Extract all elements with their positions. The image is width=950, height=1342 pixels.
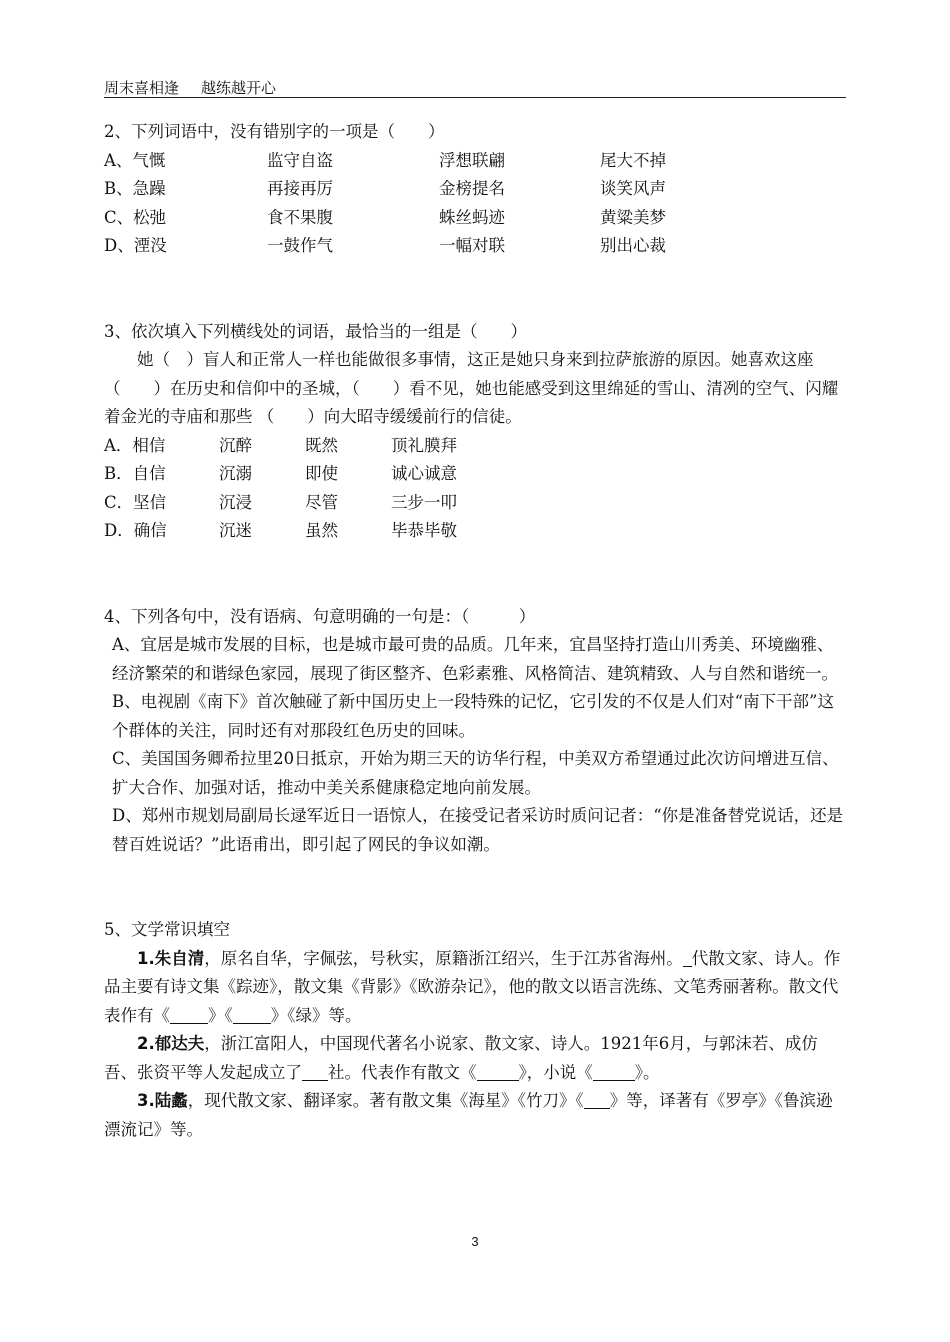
- question-4-option-b: B、电视剧《南下》首次触碰了新中国历史上一段特殊的记忆，它引发的不仅是人们对“南下干部”这个群体的关注，同时还有对那段红色历史的回味。: [112, 692, 834, 740]
- question-2: [104, 118, 848, 261]
- question-3-option-b: [104, 460, 848, 489]
- author-name: 1.朱自清: [137, 948, 205, 968]
- header-right-text: 越练越开心: [201, 79, 277, 97]
- page-content: [104, 118, 848, 1144]
- option-cell: 沉迷: [219, 521, 252, 540]
- question-2-option-d: [104, 232, 848, 261]
- fill-blank[interactable]: [683, 948, 692, 967]
- spacer: [104, 546, 848, 603]
- question-2-option-b: [104, 175, 848, 204]
- text-run: 》等，译著有《罗亭》《鲁滨逊漂流记》等。: [104, 1091, 833, 1139]
- text-run: ，原名自华，字佩弦，号秋实，原籍浙江绍兴，生于江苏省海州。: [204, 948, 683, 968]
- page-header: [104, 77, 846, 98]
- text-run: 代散文家、诗人。作品主要有诗文集《踪迹》，散文集《背影》《欧游杂记》，他的散文以语言洗练、文笔秀丽著称。散文代表作有《: [104, 948, 841, 1025]
- option-cell: 沉溺: [219, 464, 252, 483]
- question-4-option-a: A、宜居是城市发展的目标，也是城市最可贵的品质。几年来，宜昌坚持打造山川秀美、环境幽雅、经济繁荣的和谐绿色家园，展现了街区整齐、色彩素雅、风格简洁、建筑精致、人与自然和谐统一。: [112, 635, 838, 683]
- question-4-stem: 4、下列各句中，没有语病、句意明确的一句是：（ ）: [104, 606, 536, 626]
- fill-blank[interactable]: [170, 1005, 208, 1024]
- question-3-stem: 3、依次填入下列横线处的词语，最恰当的一组是（ ）: [104, 321, 527, 341]
- option-cell: 谈笑风声: [600, 179, 666, 198]
- question-3: [104, 318, 848, 546]
- option-cell: 沉醉: [219, 435, 252, 455]
- option-cell: 监守自盗: [267, 150, 333, 170]
- option-cell: 浮想联翩: [439, 150, 505, 170]
- text-run: 》。: [634, 1062, 660, 1082]
- literature-item-3: [104, 1087, 848, 1144]
- text-run: 》《绿》等。: [270, 1005, 362, 1025]
- fill-blank[interactable]: [233, 1005, 271, 1024]
- fill-blank[interactable]: [477, 1062, 519, 1081]
- question-3-option-c: [104, 489, 848, 518]
- header-left-text: 周末喜相逢: [104, 79, 180, 97]
- option-cell: 三步一叩: [391, 492, 457, 512]
- fill-blank[interactable]: [593, 1062, 635, 1081]
- question-2-option-a: [104, 147, 848, 176]
- text-run: ，现代散文家、翻译家。著有散文集《海星》《竹刀》《: [187, 1091, 584, 1110]
- option-cell: D、湮没: [104, 236, 167, 255]
- fill-blank[interactable]: [302, 1062, 328, 1081]
- question-3-passage: 她（ ）盲人和正常人一样也能做很多事情，这正是她只身来到拉萨旅游的原因。她喜欢这座（ ）在历史和信仰中的圣城，（ ）看不见，她也能感受到这里绵延的雪山、清冽的空气、闪耀着金光的寺庙和那些 （ ）向大昭寺缓缓前行的信徒。: [104, 350, 839, 426]
- option-cell: 金榜提名: [439, 179, 505, 198]
- option-cell: A．相信: [104, 435, 166, 455]
- option-cell: 食不果腹: [267, 207, 333, 227]
- option-cell: B．自信: [104, 464, 166, 483]
- option-cell: 既然: [305, 435, 338, 455]
- question-2-option-c: [104, 204, 848, 233]
- text-run: 》，小说《: [518, 1062, 593, 1082]
- option-cell: 毕恭毕敬: [391, 521, 457, 540]
- question-2-stem: 2、下列词语中，没有错别字的一项是（ ）: [104, 122, 445, 141]
- question-4-option-d: D、郑州市规划局副局长逯军近日一语惊人，在接受记者采访时质问记者：“你是准备替党说话，还是替百姓说话？”此语甫出，即引起了网民的争议如潮。: [112, 806, 844, 854]
- question-3-option-d: [104, 517, 848, 546]
- question-5-stem: 5、文学常识填空: [104, 920, 230, 939]
- option-cell: 顶礼膜拜: [391, 435, 457, 455]
- spacer: [104, 859, 848, 916]
- option-cell: 别出心裁: [600, 236, 666, 255]
- option-cell: C、松弛: [104, 207, 167, 227]
- fill-blank[interactable]: [584, 1090, 610, 1109]
- option-cell: 尽管: [305, 492, 338, 512]
- option-cell: 沉浸: [219, 492, 252, 512]
- author-name: 2.郁达夫: [137, 1034, 205, 1053]
- option-cell: C．坚信: [104, 492, 167, 512]
- option-cell: A、气慨: [104, 150, 166, 170]
- option-cell: 黄粱美梦: [600, 207, 666, 227]
- option-cell: 一幅对联: [439, 236, 505, 255]
- option-cell: 再接再厉: [267, 179, 333, 198]
- spacer: [104, 261, 848, 318]
- literature-item-2: [104, 1030, 848, 1087]
- text-run: 》《: [208, 1005, 233, 1025]
- option-cell: B、急躁: [104, 179, 166, 198]
- option-cell: 尾大不掉: [600, 150, 666, 170]
- question-3-option-a: [104, 432, 848, 461]
- option-cell: 诚心诚意: [391, 464, 457, 483]
- option-cell: D．确信: [104, 521, 167, 540]
- option-cell: 即使: [305, 464, 338, 483]
- literature-item-1: [104, 945, 848, 1031]
- text-run: ，浙江富阳人，中国现代著名小说家、散文家、诗人。1921年6月，与郭沫若、成仿吾、张资平等人发起成立了: [104, 1034, 818, 1082]
- text-run: 社。代表作有散文《: [328, 1062, 477, 1082]
- option-cell: 虽然: [305, 521, 338, 540]
- option-cell: 蛛丝蚂迹: [439, 207, 505, 227]
- question-4: [104, 603, 848, 860]
- option-cell: 一鼓作气: [267, 236, 333, 255]
- question-5: [104, 916, 848, 1144]
- author-name: 3.陆蠡: [137, 1091, 188, 1110]
- question-4-option-c: C、美国国务卿希拉里20日抵京，开始为期三天的访华行程，中美双方希望通过此次访问增进互信、扩大合作、加强对话，推动中美关系健康稳定地向前发展。: [112, 749, 839, 797]
- page-number: 3: [471, 1234, 479, 1249]
